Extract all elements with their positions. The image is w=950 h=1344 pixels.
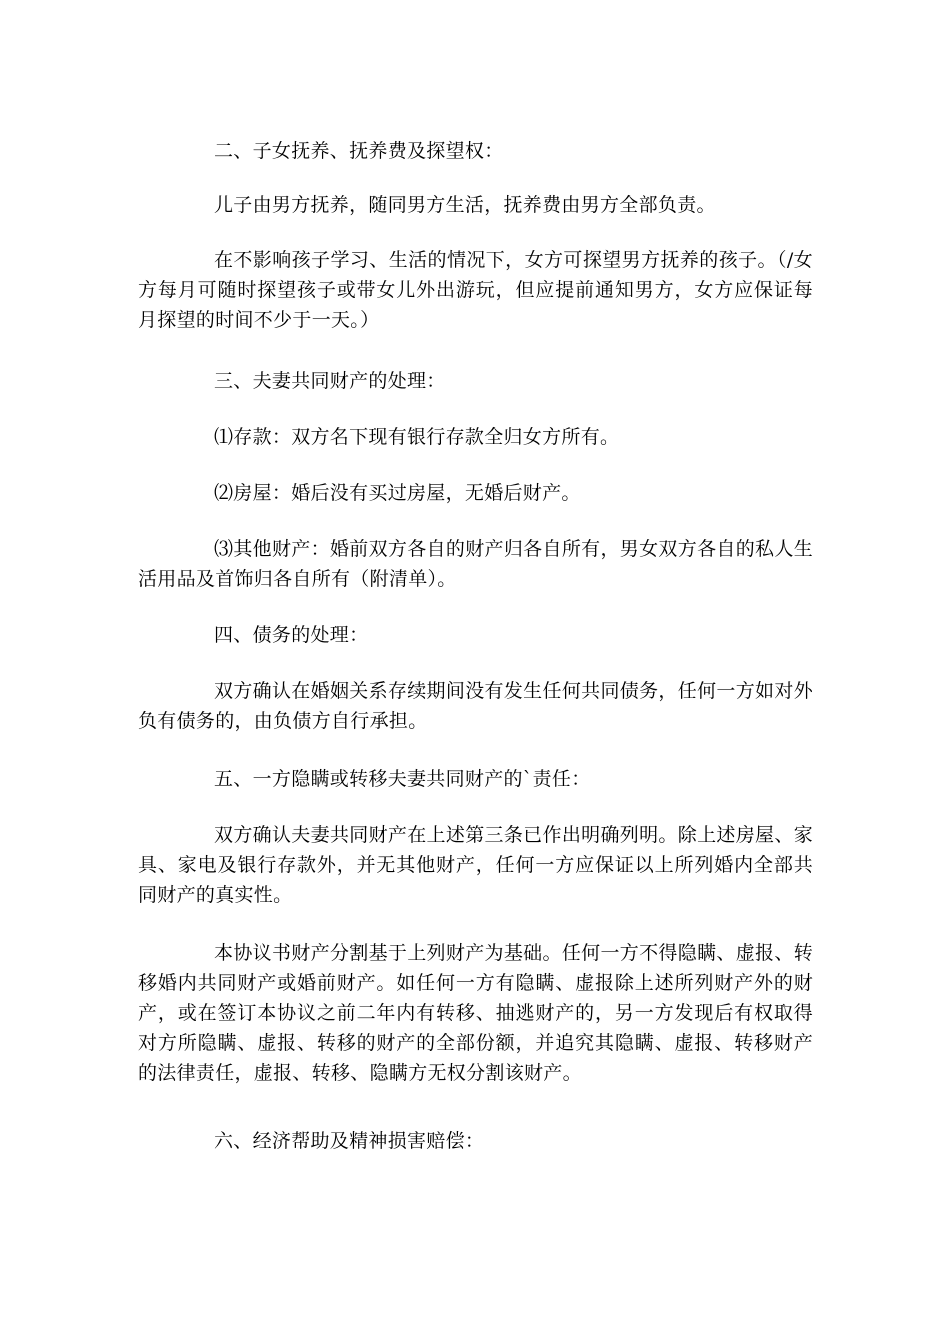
paragraph-property-division: 本协议书财产分割基于上列财产为基础。任何一方不得隐瞒、虚报、转移婚内共同财产或婚前财产。如任何一方有隐瞒、虚报除上述所列财产外的财产，或在签订本协议之前二年内有转移、抽逃财产的，另一方发现后有权取得对方所隐瞒、虚报、转移的财产的全部份额，并追究其隐瞒、虚报、转移财产的法律责任，虚报、转移、隐瞒方无权分割该财产。 bbox=[138, 942, 813, 1084]
section-heading-compensation: 六、经济帮助及精神损害赔偿： bbox=[214, 1130, 485, 1152]
paragraph-son-custody: 儿子由男方抚养，随同男方生活，抚养费由男方全部负责。 bbox=[214, 194, 716, 216]
list-item-other-property: ⑶其他财产：婚前双方各自的财产归各自所有，男女双方各自的私人生活用品及首饰归各自所有（附清单）。 bbox=[138, 538, 813, 590]
paragraph-property-confirmation: 双方确认夫妻共同财产在上述第三条已作出明确列明。除上述房屋、家具、家电及银行存款外，并无其他财产，任何一方应保证以上所列婚内全部共同财产的真实性。 bbox=[138, 824, 813, 906]
section-heading-debts: 四、债务的处理： bbox=[214, 624, 369, 646]
paragraph-visitation: 在不影响孩子学习、生活的情况下，女方可探望男方抚养的孩子。（/女方每月可随时探望孩子或带女儿外出游玩，但应提前通知男方，女方应保证每月探望的时间不少于一天。） bbox=[138, 249, 813, 331]
section-heading-joint-property: 三、夫妻共同财产的处理： bbox=[214, 370, 446, 392]
list-item-housing: ⑵房屋：婚后没有买过房屋，无婚后财产。 bbox=[214, 482, 581, 504]
list-item-savings: ⑴存款：双方名下现有银行存款全归女方所有。 bbox=[214, 426, 620, 448]
paragraph-debts: 双方确认在婚姻关系存续期间没有发生任何共同债务，任何一方如对外负有债务的，由负债方自行承担。 bbox=[138, 680, 813, 732]
section-heading-child-custody: 二、子女抚养、抚养费及探望权： bbox=[214, 140, 504, 162]
section-heading-concealment: 五、一方隐瞒或转移夫妻共同财产的`责任： bbox=[214, 768, 591, 790]
